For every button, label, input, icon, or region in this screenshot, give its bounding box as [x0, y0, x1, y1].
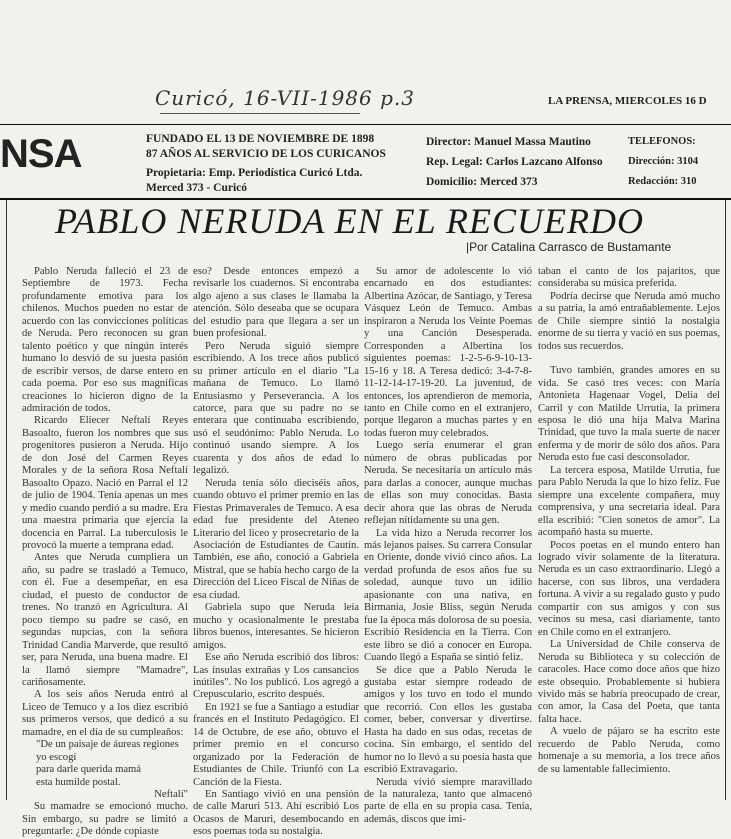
- masthead-name: NSA: [0, 132, 82, 176]
- article-column-1: [22, 266, 188, 839]
- founded-text: FUNDADO EL 13 DE NOVIEMBRE DE 1898: [146, 133, 375, 145]
- verse-line: esta humilde postal.: [36, 776, 121, 788]
- paragraph: Su amor de adolescente lo vió encarnado en dos estudiantes: Albertina Azócar, de Santiago, y Teresa Vásquez León de Temuco. Ambas inspiraron a Neruda los Veinte Poemas y una Canción Desesperada. Corresponden a Albertina los siguientes poemas: 1-2-5-6-9-10-13-15-16 y 18. A Teresa dedicó: 3-4-7-8-11-12-14-17-19-20. La juventud, de entonces, los aprendieron de memoria, tanto en Chile como en el extranjero, porque llegaron a muchas partes y en todas fueron muy celebrados.: [364, 266, 532, 439]
- masthead-phones-block: [628, 132, 698, 192]
- paragraph: Luego sería enumerar el gran número de obras publicadas por Neruda. Se necesitaría un artículo más para darlas a conocer, aunque muchas de ellas son muy conocidas. Basta decir ahora que las obras de Neruda reflejan nítidamente su una gen.: [364, 440, 532, 527]
- paragraph: Antes que Neruda cumpliera un año, su padre se trasladó a Temuco, con él. Fue a desempeñar, en esa ciudad, el puesto de conductor de trenes. No tranzó en Agricultura. Al poco tiempo su padre se casó, en segundas nupcias, con la señora Trinidad Candia Marverde, que resultó ser, para Neruda, una buena madre. El la llamó siempre "Mamadre", cariñosamente.: [22, 552, 188, 688]
- paragraph: Neruda vivió siempre maravillado de la naturaleza, tanto que almacenó parte de ella en su propia casa. Tenía, además, discos que imi-: [364, 776, 532, 825]
- paragraph: Se dice que a Pablo Neruda le gustaba estar siempre rodeado de amigos y los tuvo en todo el mundo que recorrió. Con ellos les gustaba comer, beber, conversar y divertirse. Hasta ha dado en sus odas, recetas de cocina. Sin embargo, el sentido del humor no lo llevó a su poesía hasta que escribió Extravagario.: [364, 664, 532, 776]
- paragraph: Pocos poetas en el mundo entero han logrado vivir solamente de la literatura. Neruda es un caso extraordinario. Llegó a hacerse, con sus libros, una verdadera fortuna. A vivir a su regalado gusto y pudo compartir con sus amigos y con sus vecinos su mesa, casi diariamente, tanto en Chile como en el extranjero.: [538, 539, 720, 638]
- owner-address-text: Merced 373 - Curicó: [146, 182, 248, 194]
- paragraph: La tercera esposa, Matilde Urrutia, fue para Pablo Neruda la que lo hizo feliz. Fue siempre una excelente compañera, muy comprensiva, y una secretaria ideal. Para ella escribió: "Cien sonetos de amor". La acompañó hasta su muerte.: [538, 464, 720, 539]
- verse-line: yo escogí: [36, 751, 77, 763]
- paragraph: Neruda tenía sólo dieciséis años, cuando obtuvo el primer premio en las Fiestas Primaverales de Temuco. A esa edad fue presidente del Ateneo Literario del liceo y prosecretario de la Asociación de Estudiantes de Cautín. También, ese año, conoció a Gabriela Mistral, que se había hecho cargo de la Dirección del Liceo Fiscal de Niñas de esa ciudad.: [193, 477, 359, 601]
- paragraph: A vuelo de pájaro se ha escrito este recuerdo de Pablo Neruda, como homenaje a su memoria, a los trece años de su lamentable fallecimiento.: [538, 726, 720, 775]
- article-column-3: [364, 266, 532, 826]
- masthead-director-block: [426, 132, 603, 192]
- article-byline: |Por Catalina Carrasco de Bustamante: [466, 240, 672, 254]
- phone-newsroom: Redacción: 310: [628, 176, 697, 187]
- handwritten-underline: [160, 113, 360, 114]
- owner-text: Propietaria: Emp. Periodística Curicó Ltda.: [146, 167, 363, 179]
- years-text: 87 AÑOS AL SERVICIO DE LOS CURICANOS: [146, 148, 386, 160]
- paragraph: taban el canto de los pajaritos, que consideraba su música preferida.: [538, 266, 720, 290]
- handwritten-note: Curicó, 16-VII-1986 p.3: [155, 86, 415, 110]
- right-border-line: [725, 200, 726, 800]
- paragraph: Podría decirse que Neruda amó mucho a su patria, la amó entrañablemente. Lejos de Chile siempre sintió la nostalgia enorme de su tierra y vació en sus poemas, todos sus recuerdos.: [538, 290, 720, 352]
- domicile-text: Domicilio: Merced 373: [426, 176, 538, 188]
- article-title: PABLO NERUDA EN EL RECUERDO: [55, 201, 645, 241]
- paragraph: Gabriela supo que Neruda leía mucho y ocasionalmente le prestaba libros buenos, interesantes. Se hicieron amigos.: [193, 602, 359, 651]
- director-text: Director: Manuel Massa Mautino: [426, 136, 591, 148]
- paragraph: En 1921 se fue a Santiago a estudiar francés en el Instituto Pedagógico. El 14 de Octubre, de ese año, obtuvo el primer premio en el concurso organizado por la Federación de Estudiantes de Chile. Triunfó con La Canción de la Fiesta.: [193, 701, 359, 788]
- phone-direction: Dirección: 3104: [628, 156, 699, 167]
- verse-signature: Neftalí": [154, 789, 188, 801]
- left-border-line: [6, 200, 7, 800]
- paragraph: En Santiago vivió en una pensión de calle Maruri 513. Ahí escribió Los Ocasos de Maruri, desembocando en esos poemas toda su nostalgia.: [193, 789, 359, 838]
- newspaper-date-header: LA PRENSA, MIERCOLES 16 D: [548, 95, 707, 107]
- top-rule: [0, 124, 731, 125]
- paragraph: eso? Desde entonces empezó a revisarle los cuadernos. Si encontraba algo ajeno a sus clases le llamaba la atención. Sólo deseaba que se ocupara del estudio para que llegara a ser un buen profesional.: [193, 266, 359, 340]
- masthead-founding-block: [146, 132, 386, 196]
- verse-line: para darle querida mamá: [36, 764, 141, 776]
- paragraph: Ese año Neruda escribió dos libros: Las ínsulas extrañas y Los cansancios inútiles". No los publicó. Los agregó a Crepusculario, escrito después.: [193, 652, 359, 701]
- byline-text: Por Catalina Carrasco de Bustamante: [469, 240, 672, 254]
- phones-label: TELEFONOS:: [628, 136, 696, 147]
- paragraph: Tuvo también, grandes amores en su vida. Se casó tres veces: con María Antonieta Hagenaar Vogel, Delia del Carril y con Matilde Urrutia, la primera esposa le dió una hija Malva Marina Trinidad, que tuvo la mala suerte de nacer enferma y de morir de sólo dos años. Para Neruda esto fue casi desconsolador.: [538, 365, 720, 464]
- paragraph: Ricardo Eliecer Neftalí Reyes Basoalto, fueron los nombres que sus progenitores pusieron a Neruda. Hijo de don José del Carmen Reyes Morales y de la señora Rosa Neftalí Basoalto Opazo. Nació en Parral el 12 de julio de 1904. Tenía apenas un mes y medio cuando perdió a su madre. Era una maestra primaria que ejercía la docencia en Parral. La tuberculosis le provocó la muerte a temprana edad.: [22, 415, 188, 551]
- paragraph: La Universidad de Chile conserva de Neruda su Biblioteca y su colección de caracoles. Hace como doce años que hizo este obsequio. Probablemente si hubiera vivido más se habría preocupado de crear, con amor, la Casa del Poeta, que tanta falta hace.: [538, 639, 720, 725]
- paragraph: La vida hizo a Neruda recorrer los más lejanos países. Su carrera Consular en Oriente, donde vivió cinco años. La verdad profunda de esos años fue su soledad, aunque tuvo un idilio apasionante con una nativa, en Birmania, Josie Bliss, según Neruda fue la época más dolorosa de su poesía. Escribió Residencia en la Tierra. Con este libro se dió a conocer en Europa. Cuando llegó a España se sintió feliz.: [364, 527, 532, 664]
- paragraph: A los seis años Neruda entró al Liceo de Temuco y a los diez escribió sus primeros versos, que dedicó a su mamadre, en el día de su cumpleaños:: [22, 689, 188, 738]
- legal-rep-text: Rep. Legal: Carlos Lazcano Alfonso: [426, 156, 603, 168]
- paragraph: Pero Neruda siguió siempre escribiendo. A los trece años publicó su primer artículo en el diario "La mañana de Temuco. Lo llamó Entusiasmo y Perseverancia. A los catorce, para que su padre no se enterara que continuaba escribiendo, usó el seudónimo: Pablo Neruda. Lo continuó usando siempre. A los cuarenta y dos años de edad lo legalizó.: [193, 340, 359, 477]
- paragraph: Pablo Neruda falleció el 23 de Septiembre de 1973. Fecha profundamente emotiva para los chilenos. Muchos pueden no estar de acuerdo con las convicciones políticas de Neruda. Pero reconocen su gran talento poético y que ningún interés humano lo desvió de su juesta pasión de escribir versos, de darse entero en cada poema. Por eso sus magníficas creaciones lo hicieron digno de la admiración de todos.: [22, 266, 188, 414]
- article-column-4: [538, 266, 720, 776]
- paragraph: Su mamadre se emocionó mucho. Sin embargo, su padre se limitó a preguntarle: ¿De dónde copiaste: [22, 801, 188, 838]
- article-column-2: [193, 266, 359, 839]
- verse-line: "De un paisaje de áureas regiones: [36, 739, 179, 751]
